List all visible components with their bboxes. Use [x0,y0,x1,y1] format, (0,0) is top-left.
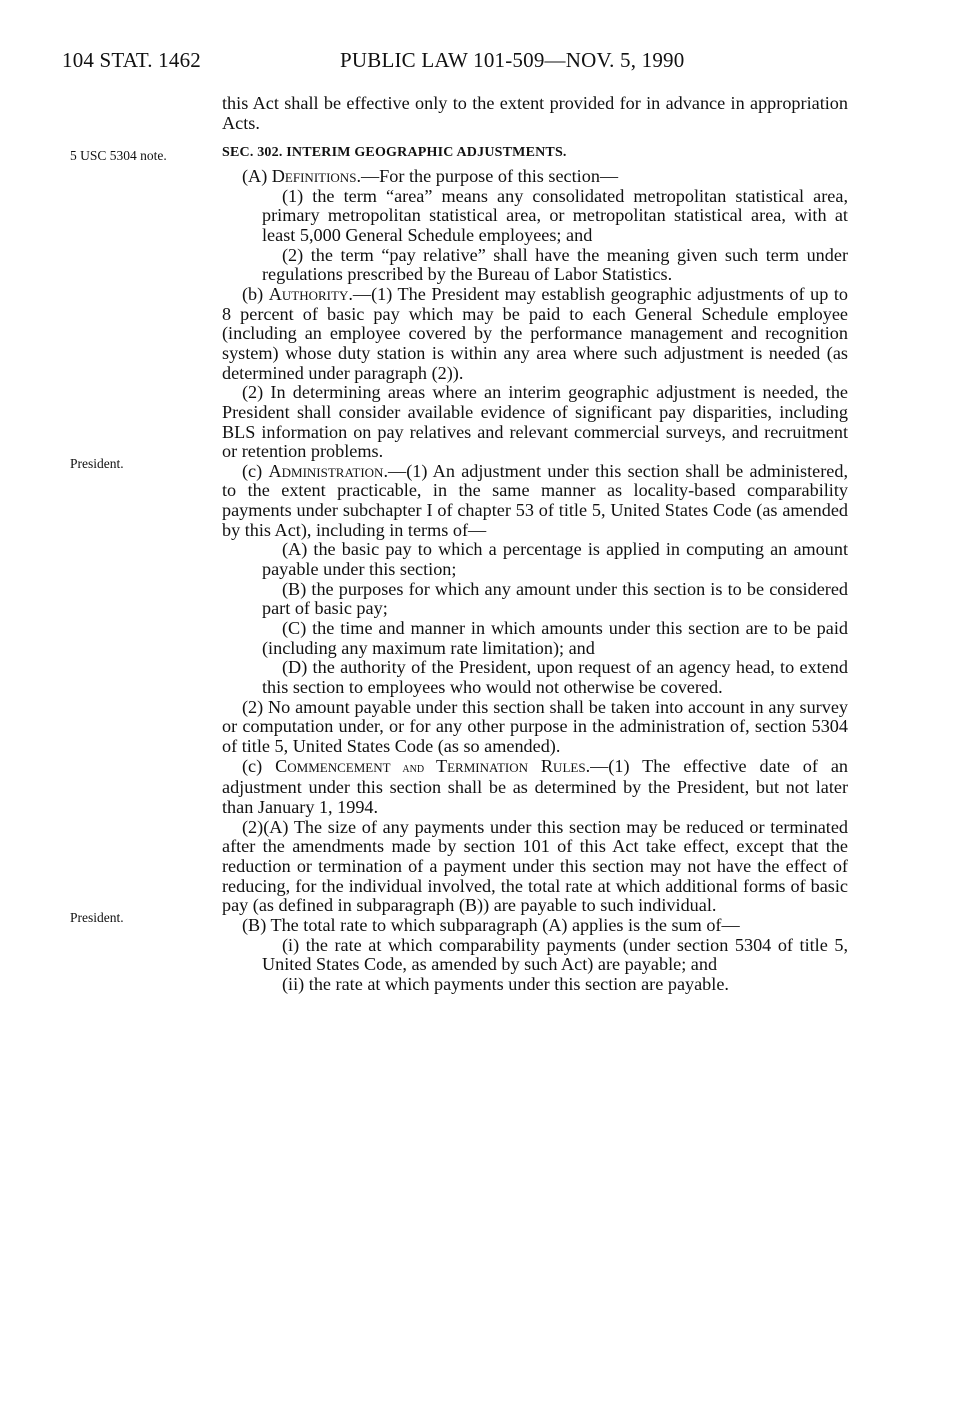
paragraph-cA: (A) the basic pay to which a percentage is applied in computing an amount payable under this section; [262,539,848,580]
paragraph-b2: (2) In determining areas where an interim geographic adjustment is needed, the President shall consider available evidence of significant pay disparities, including BLS information on pay relatives and relevant commercial surveys, and recruitment or retention problems. [222,382,848,462]
subsection-a [222,167,848,187]
subsection-b-label: (b) [242,283,269,304]
subsection-c [222,462,848,541]
body-text [222,94,848,995]
paragraph-a2: (2) the term “pay relative” shall have the meaning given such term under regulations prescribed by the Bureau of Labor Statistics. [262,244,848,285]
subsection-commencement-label: (c) [242,755,276,776]
subsection-b [222,285,848,383]
section-heading [222,141,848,163]
margin-note-president-2: President. [70,910,124,925]
subsection-commencement [222,757,848,818]
subsection-b-text: .—(1) The President may establish geographic adjustments of up to 8 percent of basic pay which may be paid to each General Schedule employee (including an employee covered by the performance management and recognition system) whose duty station is within any area where such adjustment is needed (as determined under paragraph (2)). [222,283,848,383]
paragraph-cD: (D) the authority of the President, upon request of an agency head, to extend this section to employees who would not otherwise be covered. [262,657,848,698]
subsection-commencement-text: .—(1) The effective date of an adjustment under this section shall be as determined by the President, but not later than January 1, 1994. [222,755,849,817]
paragraph-a1: (1) the term “area” means any consolidated metropolitan statistical area, primary metropolitan statistical area, or metropolitan statistical area, with at least 5,000 General Schedule employees; and [262,185,848,245]
subsection-c-text: .—(1) An adjustment under this section shall be administered, to the extent practicable, in the same manner as locality-based comparability payments under subchapter I of chapter 53 of title 5, United States Code (as amended by this Act), including in terms of— [222,460,848,540]
section-heading-text: SEC. 302. INTERIM GEOGRAPHIC ADJUSTMENTS. [222,145,567,161]
clause-i: (i) the rate at which comparability payments (under section 5304 of title 5, United States Code, as amended by such Act) are payable; and [262,934,848,975]
subsection-b-heading: Authority [268,283,349,304]
subsection-c-heading: Administration [268,460,384,481]
subsection-a-heading: Definitions [271,165,357,186]
subsection-commencement-and: and [390,760,436,776]
paragraph-c2: (2) No amount payable under this section shall be taken into account in any survey or computation under, or for any other purpose in the administration of, section 5304 of title 5, United States Code (as so amended). [222,696,848,756]
subsection-a-label: (A) [242,165,272,186]
law-title: PUBLIC LAW 101-509—NOV. 5, 1990 [340,48,685,72]
paragraph-d2B: (B) The total rate to which subparagraph (A) applies is the sum of— [242,914,740,935]
stat-citation: 104 STAT. 1462 [62,48,201,72]
paragraph-d2A: (2)(A) The size of any payments under this section may be reduced or terminated after the amendments made by section 101 of this Act take effect, except that the reduction or termination of a payment under this section may not have the effect of reducing, for the individual involved, the total rate at which additional forms of basic pay (as defined in subparagraph (B)) are payable to such individual. [222,816,848,916]
paragraph-continuation: this Act shall be effective only to the extent provided for in advance in appropriation Acts. [222,93,848,133]
paragraph-cB: (B) the purposes for which any amount under this section is to be considered part of basic pay; [262,578,848,619]
clause-ii: (ii) the rate at which payments under this section are payable. [282,973,729,994]
paragraph-cC: (C) the time and manner in which amounts under this section are to be paid (including any maximum rate limitation); and [262,618,848,658]
subsection-commencement-heading-2: Termination Rules [436,755,586,776]
margin-note-usc: 5 USC 5304 note. [70,148,167,163]
subsection-c-label: (c) [242,460,269,481]
subsection-a-text: .—For the purpose of this section— [356,165,619,186]
margin-note-president-1: President. [70,456,124,471]
subsection-commencement-heading-1: Commencement [275,755,391,776]
